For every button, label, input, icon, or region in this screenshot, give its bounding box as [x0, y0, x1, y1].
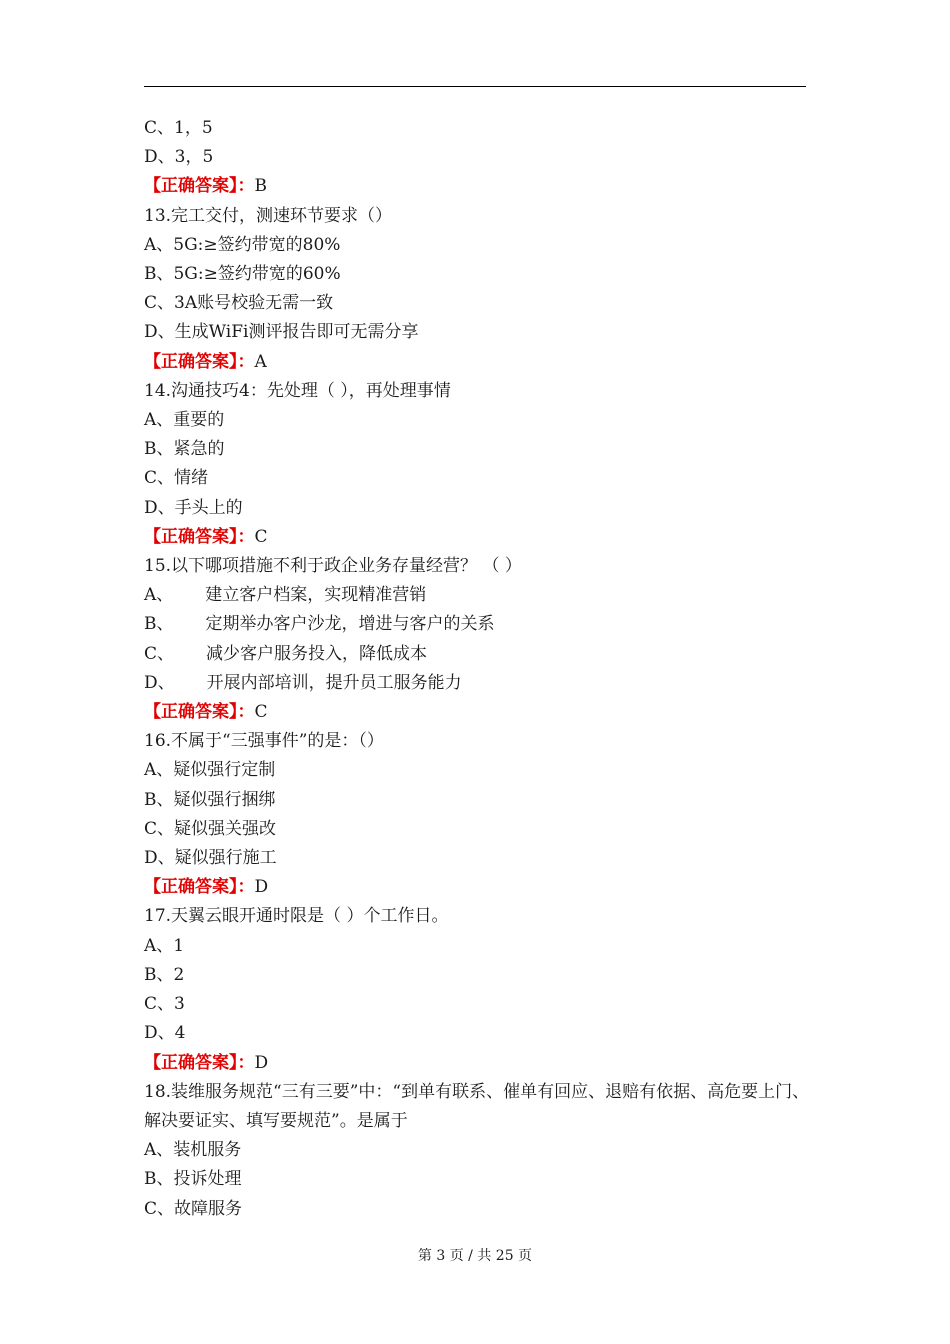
answer-line: [144, 172, 810, 201]
option-a: [144, 581, 810, 610]
option-a: A、重要的: [144, 410, 225, 431]
answer-line: [144, 873, 810, 902]
option-b: B、疑似强行捆绑: [144, 789, 276, 810]
option-c: C、3A账号校验无需一致: [144, 293, 334, 314]
option-d: D、疑似强行施工: [144, 848, 277, 869]
option-c: C、疑似强关强改: [144, 818, 277, 839]
option-b: B、紧急的: [144, 439, 225, 460]
option-d: D、3，5: [144, 147, 214, 168]
option-text: 定期举办客户沙龙，增进与客户的关系: [205, 614, 495, 635]
answer-label: 【正确答案】：: [144, 702, 255, 723]
question-stem: 18.装维服务规范“三有三要”中：“到单有联系、催单有回应、退赔有依据、高危要上门、解决要证实、填写要规范”。是属于: [144, 1081, 810, 1131]
option-a: A、5G:≥签约带宽的80%: [144, 234, 341, 255]
option-d: [144, 669, 810, 698]
option-d: D、生成WiFi测评报告即可无需分享: [144, 322, 419, 343]
option-letter: A、: [144, 585, 174, 606]
answer-label: 【正确答案】：: [144, 176, 255, 197]
answer-line: [144, 348, 810, 377]
answer-value: C: [254, 702, 268, 723]
option-a: A、装机服务: [144, 1140, 242, 1161]
option-b: [144, 610, 810, 639]
document-body: [144, 114, 810, 1224]
option-text: 减少客户服务投入，降低成本: [206, 643, 428, 664]
option-b: B、5G:≥签约带宽的60%: [144, 264, 341, 285]
answer-line: [144, 698, 810, 727]
answer-value: D: [254, 877, 269, 898]
option-letter: D、: [144, 672, 175, 693]
option-d: D、4: [144, 1023, 186, 1044]
answer-label: 【正确答案】：: [144, 351, 255, 372]
option-c: C、情绪: [144, 468, 209, 489]
answer-value: D: [254, 1052, 269, 1073]
question-stem: 17.天翼云眼开通时限是（ ）个工作日。: [144, 906, 449, 927]
option-c: C、故障服务: [144, 1198, 243, 1219]
option-letter: C、: [144, 643, 175, 664]
page-footer: 第 3 页 / 共 25 页: [417, 1248, 533, 1264]
option-b: B、投诉处理: [144, 1169, 242, 1190]
question-stem: 14.沟通技巧4：先处理（ ），再处理事情: [144, 380, 451, 401]
question-stem: 13.完工交付，测速环节要求（）: [144, 205, 393, 226]
question-stem: 15.以下哪项措施不利于政企业务存量经营？ （ ）: [144, 556, 522, 577]
option-c: C、3: [144, 994, 185, 1015]
option-a: A、疑似强行定制: [144, 760, 276, 781]
answer-value: B: [254, 176, 267, 197]
answer-label: 【正确答案】：: [144, 526, 255, 547]
option-c: [144, 640, 810, 669]
answer-label: 【正确答案】：: [144, 1052, 255, 1073]
answer-value: A: [254, 351, 267, 372]
option-c: C、1，5: [144, 118, 213, 138]
option-b: B、2: [144, 964, 185, 985]
option-d: D、手头上的: [144, 497, 243, 518]
option-a: A、1: [144, 935, 185, 956]
answer-line: [144, 1049, 810, 1078]
answer-value: C: [254, 526, 268, 547]
answer-line: [144, 523, 810, 552]
answer-label: 【正确答案】：: [144, 877, 255, 898]
question-stem: 16.不属于“三强事件”的是：（）: [144, 731, 384, 752]
option-text: 开展内部培训，提升员工服务能力: [206, 672, 462, 693]
option-letter: B、: [144, 614, 174, 635]
option-text: 建立客户档案，实现精准营销: [205, 585, 427, 606]
header-rule: [144, 86, 806, 87]
